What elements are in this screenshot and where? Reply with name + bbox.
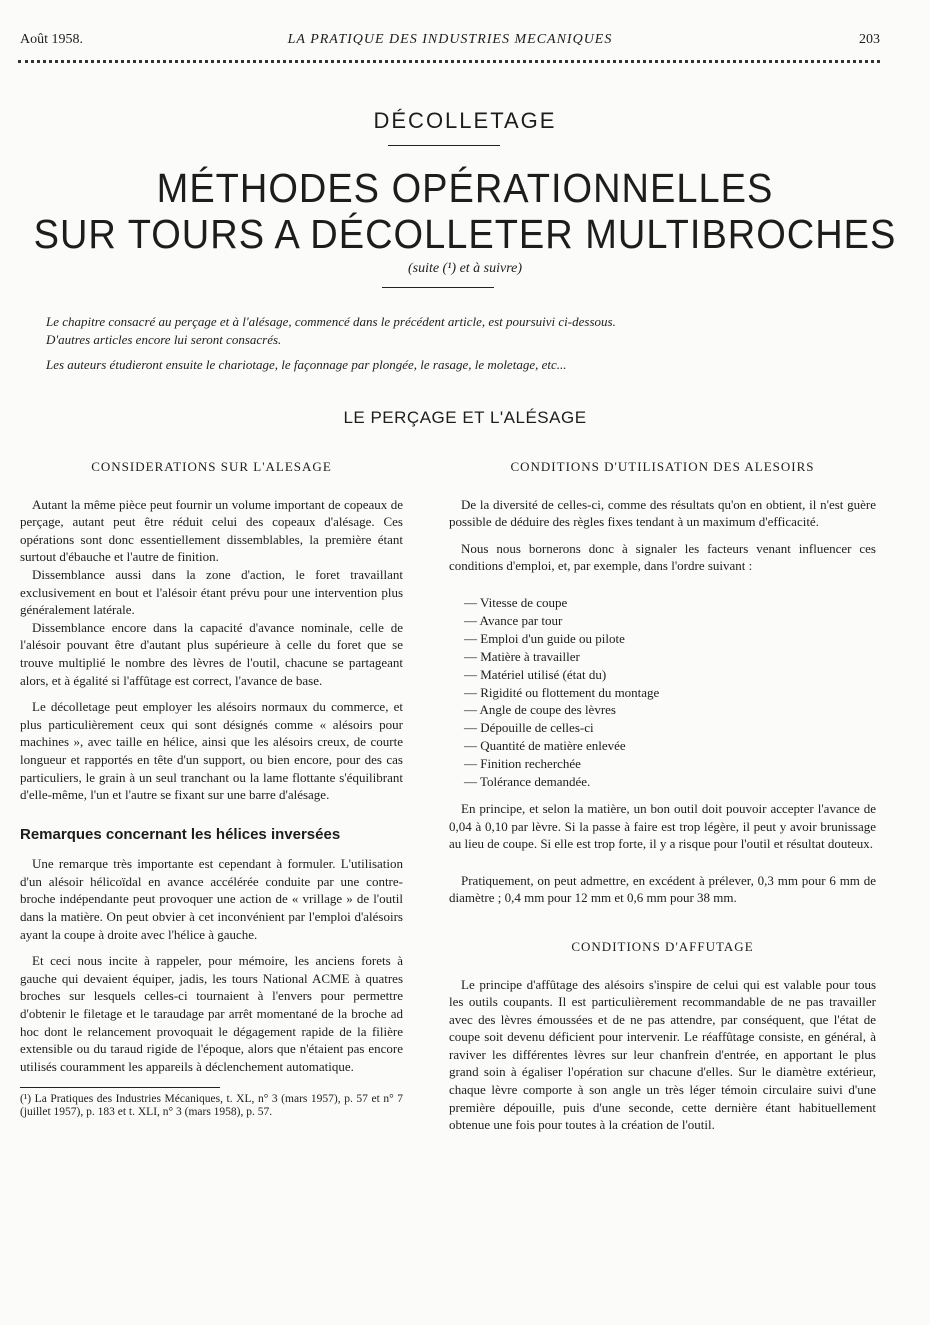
list-item: — Tolérance demandée. [464, 774, 591, 790]
list-item: — Matière à travailler [464, 648, 580, 664]
right-column [449, 458, 876, 1134]
list-item: — Avance par tour [464, 612, 563, 628]
paragraph: Autant la même pièce peut fournir un volume important de copeaux de perçage, autant peut être réduit celui des copeaux d'alésage. Ces opérations sont donc essentiellement dissemblables, la première étant surtout d'ébauche et l'autre de finition. [20, 496, 403, 565]
list-item: — Rigidité ou flottement du montage [464, 684, 660, 700]
list-item: — Matériel utilisé (état du) [464, 666, 607, 682]
intro-line-2: D'autres articles encore lui seront consacrés. [46, 332, 282, 347]
footnote: (¹) La Pratiques des Industries Mécaniques, t. XL, n° 3 (mars 1957), p. 57 et n° 7 (juillet 1957), p. 183 et t. XLI, n° 3 (mars 1958), p. 57. [20, 1093, 403, 1119]
intro-line-1: Le chapitre consacré au perçage et à l'alésage, commencé dans le précédent article, est poursuivi ci-dessous. [46, 314, 616, 329]
running-header [20, 30, 880, 52]
header-divider [18, 60, 880, 63]
page-number: 203 [859, 32, 880, 47]
factor-list [449, 594, 876, 791]
paragraph: De la diversité de celles-ci, comme des résultats qu'on en obtient, il n'est guère possible de déduire des règles fixes tendant à un maximum d'efficacité. [449, 496, 876, 530]
article-title-line-1: MÉTHODES OPÉRATIONNELLES [156, 166, 774, 212]
right-column-heading-utilisation: CONDITIONS D'UTILISATION DES ALESOIRS [510, 459, 815, 474]
section-heading: LE PERÇAGE ET L'ALÉSAGE [343, 408, 587, 427]
paragraph: Dissemblance encore dans la capacité d'avance nominale, celle de l'alésoir pouvant être d'autant plus supérieure à celle du foret que se trouve multiplié le nombre des lèvres de l'outil, chacune se partageant alors, et à égalité si l'affûtage est correct, l'avance de base. [20, 619, 403, 688]
paragraph: Le principe d'affûtage des alésoirs s'inspire de celui qui est valable pour tous les outils coupants. Il est particulièrement recommandable de ne pas travailler avec des lèvres émoussées et de ne pas attendre, par conséquent, que l'état de coupe soit devenu déficient pour intervenir. Le réaffûtage consiste, en général, à raviver les différentes lèvres sur leur chanfrein d'entrée, en apportant le plus grand soin à égaliser l'opération sur chacune d'elles. Sur le diamètre extérieur, chaque lèvre comporte à son angle un très léger témoin circulaire suivi d'une première dépouille, puis d'une seconde, cette dernière étant habituellement obtenue une fois pour toutes à la création de l'outil. [449, 976, 876, 1133]
left-column-heading: CONSIDERATIONS SUR L'ALESAGE [91, 459, 332, 474]
subtitle-divider [382, 287, 494, 288]
remarks-heading: Remarques concernant les hélices inversées [20, 825, 341, 843]
article-title-line-2: SUR TOURS A DÉCOLLETER MULTIBROCHES [33, 212, 897, 258]
left-column [20, 458, 403, 1119]
footnote-divider [20, 1087, 220, 1088]
paragraph: Une remarque très importante est cependant à formuler. L'utilisation d'un alésoir hélicoïdal en avance accélérée conduite par une contre-broche indépendante peut provoquer une action de « vrillage » de l'outil dans la matière. On peut obvier à cet inconvénient par l'emploi d'alésoirs ayant la coupe à droite avec l'hélice à gauche. [20, 856, 403, 942]
paragraph: Et ceci nous incite à rappeler, pour mémoire, les anciens forets à gauche qui devaient équiper, jadis, les tours National ACME à quatres broches sur lesquels celles-ci tournaient à l'envers pour permettre d'obtenir le filetage et le taraudage par arrêt momentané de la broche ad hoc dont le relancement provoquait le dégagement rapide de la filière extensible ou du taraud rigide de l'époque, alors que n'étaient pas encore utilisés couramment les appareils à déclenchement automatique. [20, 953, 403, 1074]
list-item: — Finition recherchée [464, 756, 581, 772]
list-item: — Angle de coupe des lèvres [464, 702, 616, 718]
paragraph: Dissemblance aussi dans la zone d'action, le foret travaillant exclusivement en bout et l'alésoir étant prévu pour une intervention plus généralement latérale. [20, 566, 403, 618]
article-subtitle: (suite (¹) et à suivre) [407, 261, 523, 276]
journal-name: LA PRATIQUE DES INDUSTRIES MECANIQUES [287, 32, 613, 47]
right-column-heading-affutage: CONDITIONS D'AFFUTAGE [571, 938, 754, 954]
list-item: — Emploi d'un guide ou pilote [464, 630, 625, 646]
list-item: — Dépouille de celles-ci [464, 720, 594, 736]
list-item: — Quantité de matière enlevée [464, 738, 626, 754]
intro-line-3: Les auteurs étudieront ensuite le chariotage, le façonnage par plongée, le rasage, le moletage, etc... [46, 357, 567, 372]
paragraph: Le décolletage peut employer les alésoirs normaux du commerce, et plus particulièrement ceux qui sont désignés comme « alésoirs pour machines », avec taille en hélice, ainsi que les alésoirs creux, de courte longueur et rapportés en tête d'un support, ou bien encore, pour des cas particuliers, le grain à un seul tranchant ou la lame flottante s'équilibrant d'elle-même, l'un et l'autre se fixant sur une barre d'alésage. [20, 699, 403, 803]
paragraph: Pratiquement, on peut admettre, en excédent à prélever, 0,3 mm pour 6 mm de diamètre ; 0,4 mm pour 12 mm et 0,6 mm pour 38 mm. [449, 872, 876, 906]
section-label: DÉCOLLETAGE [373, 108, 557, 133]
section-label-divider [388, 145, 500, 146]
paragraph: En principe, et selon la matière, un bon outil doit pouvoir accepter l'avance de 0,04 à 0,10 par lèvre. Si la passe à faire est trop légère, il peut y avoir brunissage au lieu de coupe. Si elle est trop forte, il y a risque pour l'outil et résultat douteux. [449, 800, 876, 852]
paragraph: Nous nous bornerons donc à signaler les facteurs venant influencer ces conditions d'emploi, et, par exemple, dans l'ordre suivant : [449, 540, 876, 574]
list-item: — Vitesse de coupe [464, 594, 568, 610]
issue-date: Août 1958. [20, 32, 83, 47]
